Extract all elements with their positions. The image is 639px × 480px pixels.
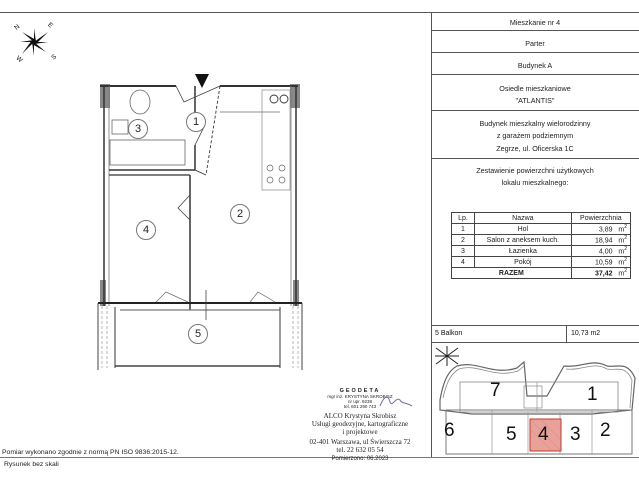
balcony-area: 10,73 m2 <box>571 330 601 337</box>
divider <box>431 30 639 31</box>
area-unit-sup: 2 <box>624 268 627 275</box>
area-unit: m <box>618 270 625 278</box>
unit-5-label: 5 <box>506 424 517 445</box>
kitchen-counter <box>262 90 290 190</box>
company-services: Usługi geodezyjne, kartograficzne <box>311 420 409 428</box>
balcony-row <box>431 325 639 343</box>
unit-6-label: 6 <box>444 420 455 441</box>
row-lp: 1 <box>452 224 475 235</box>
key-plan <box>432 342 639 456</box>
compass-e: E <box>46 21 55 30</box>
header-lp: Lp. <box>452 213 475 224</box>
total-value: 37,42 <box>595 270 613 278</box>
room-5-label: 5 <box>188 324 208 344</box>
area-unit: m <box>618 237 625 245</box>
surveyor-license: nr upr. 9238 <box>347 399 373 404</box>
company-name: ALCO Krystyna Skrobisz <box>323 412 397 420</box>
area-value: 3,89 <box>598 226 613 234</box>
divider <box>431 74 639 75</box>
area-value: 18,94 <box>595 237 613 245</box>
compass-w: W <box>14 54 24 65</box>
signature-icon <box>378 392 414 410</box>
area-value: 4,00 <box>598 248 613 256</box>
area-unit-sup: 2 <box>624 257 627 264</box>
apartment-number: Mieszkanie nr 4 <box>509 18 561 27</box>
floor-plan <box>90 70 310 370</box>
header-area: Powierzchnia <box>571 213 630 224</box>
unit-1-label: 1 <box>587 384 598 405</box>
compass-rose <box>12 20 62 65</box>
divider <box>431 158 639 159</box>
sink-icon <box>112 120 128 134</box>
area-value: 10,59 <box>595 259 613 267</box>
norm-note: Pomiar wykonano zgodnie z normą PN ISO 9836:2015-12. <box>2 449 179 456</box>
compass-n: N <box>13 23 22 32</box>
total-area <box>571 268 630 279</box>
area-unit-sup: 2 <box>624 224 627 231</box>
table-row <box>452 246 631 257</box>
row-lp: 4 <box>452 257 475 268</box>
unit-7-label: 7 <box>490 380 501 401</box>
surveyor-name: mgr inż. KRYSTYNA SKROBISZ <box>327 394 393 399</box>
areas-table <box>451 212 631 279</box>
table-row <box>452 224 631 235</box>
row-area <box>571 235 630 246</box>
area-unit-sup: 2 <box>624 246 627 253</box>
divider <box>431 52 639 53</box>
building-label: Budynek A <box>517 61 553 70</box>
surveyor-phone: tel. 601 290 743 <box>343 404 377 409</box>
summary-subtitle: lokalu mieszkalnego: <box>501 178 569 187</box>
company-phone: tel. 22 632 05 54 <box>336 446 384 454</box>
surveyor-title: GEODETA <box>339 388 381 394</box>
row-lp: 2 <box>452 235 475 246</box>
table-header <box>452 213 631 224</box>
room-4-label: 4 <box>136 220 156 240</box>
table-row <box>452 235 631 246</box>
bathtub-icon <box>110 140 185 165</box>
total-label: RAZEM <box>452 268 572 279</box>
balcony-label: 5 Balkon <box>435 330 463 337</box>
table-total-row <box>452 268 631 279</box>
row-name: Salon z aneksem kuch. <box>475 235 572 246</box>
header-name: Nazwa <box>475 213 572 224</box>
estate-label: Osiedle mieszkaniowe <box>499 84 571 93</box>
scale-note: Rysunek bez skali <box>4 461 59 468</box>
entrance-arrow-icon <box>195 74 209 88</box>
row-name: Łazienka <box>475 246 572 257</box>
company-services-2: i projektowe <box>342 428 378 436</box>
row-name: Hol <box>475 224 572 235</box>
row-lp: 3 <box>452 246 475 257</box>
building-type-garage: z garażem podziemnym <box>496 131 574 140</box>
area-unit: m <box>618 248 625 256</box>
room-1-label: 1 <box>186 112 206 132</box>
row-area <box>571 246 630 257</box>
row-name: Pokój <box>475 257 572 268</box>
unit-3-label: 3 <box>570 424 581 445</box>
estate-name: "ATLANTIS" <box>515 96 555 105</box>
divider <box>431 110 639 111</box>
row-area <box>571 224 630 235</box>
unit-4-label: 4 <box>538 424 549 445</box>
toilet-icon <box>130 90 150 114</box>
area-unit: m <box>618 226 625 234</box>
summary-title: Zestawienie powierzchni użytkowych <box>476 166 594 175</box>
row-area <box>571 257 630 268</box>
compass-small-icon <box>435 346 459 366</box>
compass-s: S <box>50 53 59 62</box>
area-unit-sup: 2 <box>624 235 627 242</box>
building-type: Budynek mieszkalny wielorodzinny <box>479 119 591 128</box>
address: Zegrze, ul. Oficerska 1C <box>496 144 574 153</box>
room-3-label: 3 <box>128 119 148 139</box>
company-address: 02-401 Warszawa, ul Świerszcza 72 <box>309 438 411 446</box>
room-2-label: 2 <box>230 204 250 224</box>
top-border <box>0 12 639 13</box>
table-row <box>452 257 631 268</box>
floor-label: Parter <box>525 39 545 48</box>
area-unit: m <box>618 259 625 267</box>
measured-date: Pomierzono: 06.2023 <box>331 456 389 462</box>
unit-2-label: 2 <box>600 420 611 441</box>
divider <box>566 326 567 342</box>
